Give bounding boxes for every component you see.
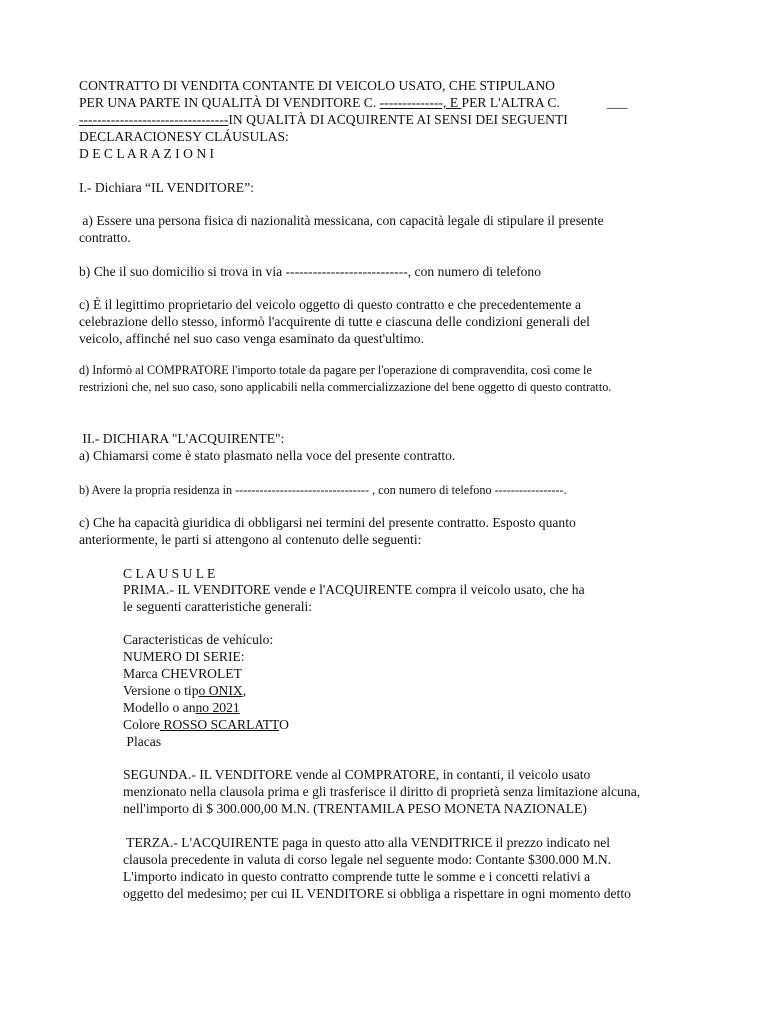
clause-terza-line-4: oggetto del medesimo; per cui IL VENDITORE si obbliga a rispettare in ogni momento detto <box>123 886 631 901</box>
title-line-3-text: IN QUALITÀ DI ACQUIRENTE AI SENSI DEI SEGUENTI <box>228 112 568 127</box>
buyer-c-line-1: c) Che ha capacità giuridica di obbligarsi nei termini del presente contratto. Esposto quanto <box>79 515 576 530</box>
seller-c-line-1: c) È il legittimo proprietario del veicolo oggetto di questo contratto e che precedentemente a <box>79 297 582 312</box>
buyer-a: a) Chiamarsi come è stato plasmato nella voce del presente contratto. <box>79 448 456 463</box>
declarations-heading: D E C L A R A Z I O N I <box>79 146 215 161</box>
clauses-heading: C L A U S U L E <box>123 566 216 581</box>
title-line-1: CONTRATTO DI VENDITA CONTANTE DI VEICOLO USATO, CHE STIPULANO <box>79 78 555 93</box>
seller-a-line-1: a) Essere una persona fisica di nazionalità messicana, con capacità legale di stipulare il presente <box>79 213 604 228</box>
vehicle-model-year <box>123 700 240 716</box>
buyer-name-blank: --------------------------------- <box>79 112 229 127</box>
buyer-name-blank-start: ___ <box>607 95 628 110</box>
buyer-b: b) Avere la propria residenza in --------------------------------- , con numero di telefono -----------------. <box>79 483 567 497</box>
vehicle-plates: Placas <box>123 734 162 749</box>
seller-name-blank: --------------, E <box>379 95 462 110</box>
vehicle-version-value: o ONIX <box>198 683 243 698</box>
vehicle-model-label: Modello o an <box>123 700 196 715</box>
title-line-3 <box>79 112 568 128</box>
clause-terza-line-3: L'importo indicato in questo contratto comprende tutte le somme e i concetti relativi a <box>123 869 591 884</box>
clause-segunda-line-3: nell'importo di $ 300.000,00 M.N. (TRENTAMILA PESO MONETA NAZIONALE) <box>123 801 587 816</box>
clause-segunda-line-1: SEGUNDA.- IL VENDITORE vende al COMPRATORE, in contanti, il veicolo usato <box>123 767 591 782</box>
seller-d-line-1: d) Informò al COMPRATORE l'importo totale da pagare per l'operazione di compravendita, così come le <box>79 363 592 377</box>
clause-prima-line-2: le seguenti caratteristiche generali: <box>123 599 313 614</box>
seller-d-line-2: restrizioni che, nel suo caso, sono applicabili nella commercializzazione del bene oggetto di questo contratto. <box>79 380 612 394</box>
seller-heading: I.- Dichiara “IL VENDITORE”: <box>79 180 254 195</box>
vehicle-model-value: no 2021 <box>195 700 240 715</box>
buyer-heading: II.- DICHIARA "L'ACQUIRENTE": <box>79 431 285 446</box>
buyer-c-line-2: anteriormente, le parti si attengono al contenuto delle seguenti: <box>79 532 422 547</box>
vehicle-color-label: Colore <box>123 717 160 732</box>
seller-c-line-3: veicolo, affinché nel suo caso venga esaminato da quest'ultimo. <box>79 331 424 346</box>
seller-b: b) Che il suo domicilio si trova in via ---------------------------, con numero di telefono <box>79 264 542 279</box>
vehicle-color <box>123 717 289 733</box>
vehicle-color-end: O <box>279 717 289 732</box>
vehicle-version-end: , <box>242 683 247 698</box>
vehicle-brand: Marca CHEVROLET <box>123 666 242 681</box>
clause-prima-line-1: PRIMA.- IL VENDITORE vende e l'ACQUIRENTE compra il veicolo usato, che ha <box>123 582 585 597</box>
title-line-2-other: PER L'ALTRA C. <box>461 95 560 110</box>
clause-terza-line-1: TERZA.- L'ACQUIRENTE paga in questo atto alla VENDITRICE il prezzo indicato nel <box>123 835 611 850</box>
title-line-2-start: PER UNA PARTE IN QUALITÀ DI VENDITORE C. <box>79 95 380 110</box>
vehicle-color-value: ROSSO SCARLATT <box>160 717 280 732</box>
vehicle-version <box>123 683 246 699</box>
seller-c-line-2: celebrazione dello stesso, informò l'acquirente di tutte e ciascuna delle condizioni generali del <box>79 314 590 329</box>
clause-terza-line-2: clausola precedente in valuta di corso legale nel seguente modo: Contante $300.000 M.N. <box>123 852 612 867</box>
vehicle-version-label: Versione o tip <box>123 683 199 698</box>
title-line-4: DECLARACIONESY CLÁUSULAS: <box>79 129 289 144</box>
seller-a-line-2: contratto. <box>79 230 131 245</box>
vehicle-serial-number: NUMERO DI SERIE: <box>123 649 245 664</box>
title-line-2 <box>79 95 560 111</box>
vehicle-features-title: Caracteristicas de vehículo: <box>123 632 274 647</box>
clause-segunda-line-2: menzionato nella clausola prima e gli trasferisce il diritto di proprietà senza limitazione alcuna, <box>123 784 641 799</box>
